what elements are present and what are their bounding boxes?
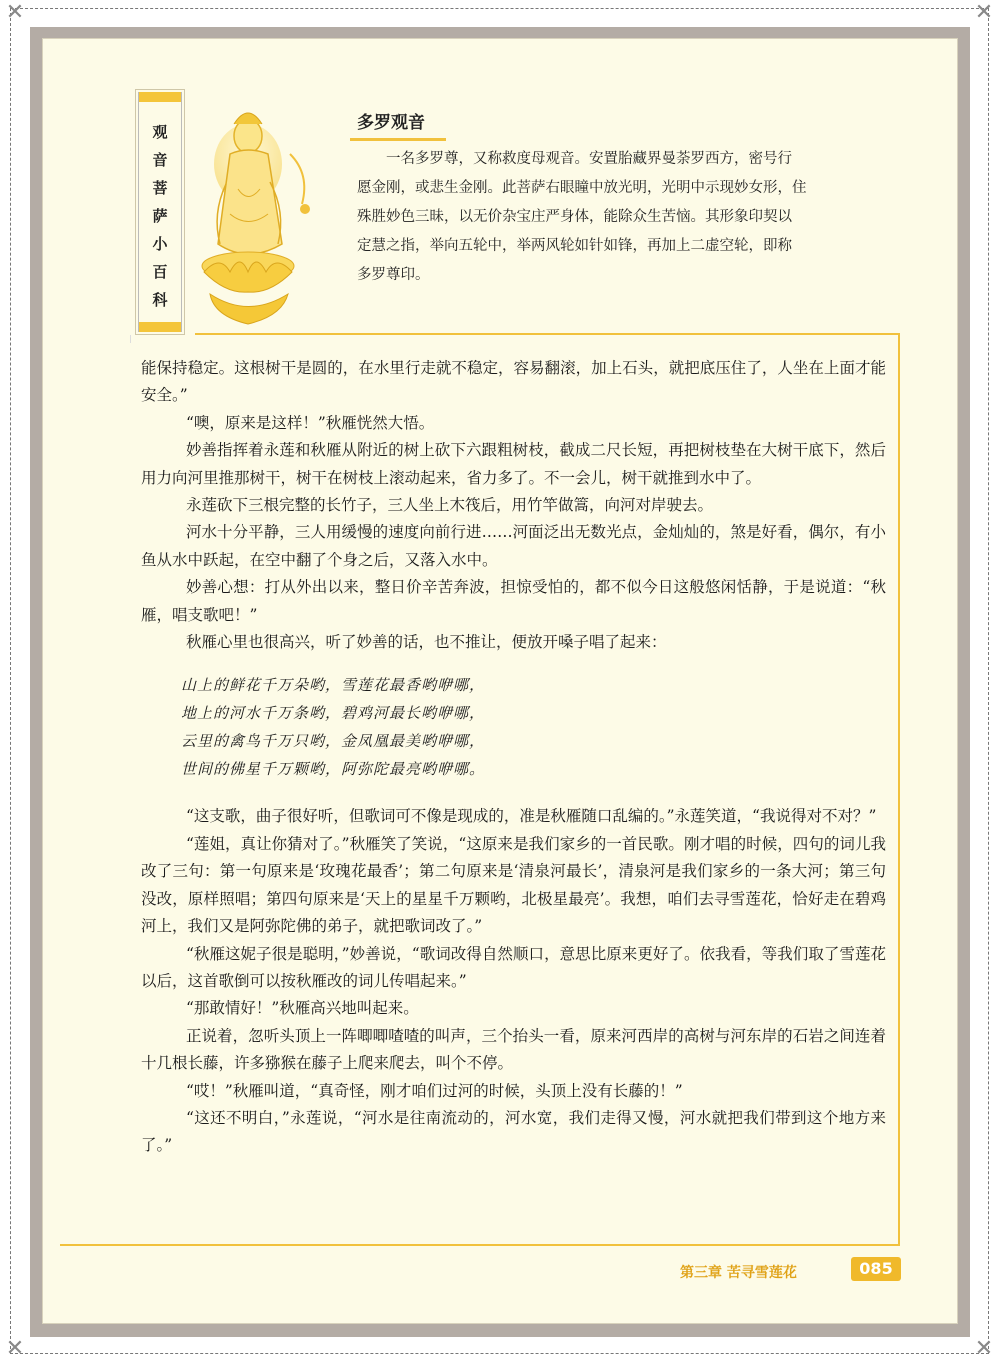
sidebar-chars <box>139 118 181 314</box>
paragraph: 能保持稳定。这根树干是圆的，在水里行走就不稳定，容易翻滚，加上石头，就把底压住了，人坐在上面才能安全。” <box>141 359 886 405</box>
box-text-line: 殊胜妙色三昧，以无价杂宝庄严身体，能除众生苦恼。其形象印契以 <box>357 209 792 225</box>
paragraph: 妙善指挥着永莲和秋雁从附近的树上砍下六跟粗树枝，截成二尺长短，再把树枝垫在大树干底下，然后用力向河里推那树干，树干在树枝上滚动起来，省力多了。不一会儿，树干就推到水中了。 <box>141 441 886 487</box>
box-text-line: 定慧之指，举向五轮中，举两风轮如针如锋，再加上二虚空轮，即称 <box>357 238 792 254</box>
corner-ornament-icon: ✕ <box>5 1336 25 1361</box>
song-line: 地上的河水千万条哟，碧鸡河最长哟咿哪， <box>181 704 486 723</box>
box-title-underline <box>350 138 446 141</box>
chapter-title: 第三章 苦寻雪莲花 <box>680 1265 797 1281</box>
guanyin-figure-icon <box>190 94 340 334</box>
sidebar-char: 科 <box>152 291 168 309</box>
paragraph: “这还不明白，”永莲说，“河水是往南流动的，河水宽，我们走得又慢，河水就把我们带到这个地方来了。” <box>141 1108 886 1155</box>
sidebar-bottom-bar <box>139 322 181 332</box>
song-line: 山上的鲜花千万朵哟，雪莲花最香哟咿哪， <box>181 676 486 695</box>
paragraph: “莲姐，真让你猜对了。”秋雁笑了笑说，“这原来是我们家乡的一首民歌。刚才唱的时候，四句的词儿我改了三句：第一句原来是‘玫瑰花最香’；第二句原来是‘清泉河最长’，清泉河是我们家乡的一条大河；第三句没改，原样照唱；第四句原来是‘天上的星星千万颗哟，北极星最亮’。我想，咱们去寻雪莲花，恰好走在碧鸡河上，我们又是阿弥陀佛的弟子，就把歌词改了。” <box>141 834 886 936</box>
box-text-line: 一名多罗尊，又称救度母观音。安置胎藏界曼荼罗西方，密号行 <box>386 151 792 167</box>
song-lyrics <box>181 671 886 783</box>
corner-ornament-icon: ✕ <box>974 0 994 25</box>
tick <box>130 335 131 343</box>
paragraph: 秋雁心里也很高兴，听了妙善的话，也不推让，便放开嗓子唱了起来： <box>185 633 667 652</box>
footer-rule <box>60 1244 900 1246</box>
paragraph: “那敢情好！”秋雁高兴地叫起来。 <box>185 999 419 1018</box>
paragraph: 河水十分平静，三人用缓慢的速度向前行进……河面泛出无数光点，金灿灿的，煞是好看，偶尔，有小鱼从水中跃起，在空中翻了个身之后，又落入水中。 <box>141 523 886 569</box>
corner-ornament-icon: ✕ <box>5 0 25 25</box>
sidebar-char: 百 <box>152 263 168 281</box>
paragraph: 永莲砍下三根完整的长竹子，三人坐上木筏后，用竹竿做篙，向河对岸驶去。 <box>185 496 713 515</box>
sidebar-encyclopedia-label <box>138 92 182 332</box>
main-text <box>141 355 886 1160</box>
corner-ornament-icon: ✕ <box>974 1336 994 1361</box>
paragraph: “这支歌，曲子很好听，但歌词可不像是现成的，准是秋雁随口乱编的。”永莲笑道，“我说得对不对？” <box>185 807 877 826</box>
paragraph: 正说着，忽听头顶上一阵唧唧喳喳的叫声，三个抬头一看，原来河西岸的高树与河东岸的石岩之间连着十几根长藤，许多猕猴在藤子上爬来爬去，叫个不停。 <box>141 1026 886 1073</box>
sidebar-char: 菩 <box>152 179 168 197</box>
sidebar-char: 音 <box>152 151 168 169</box>
box-text-line: 多罗尊印。 <box>357 267 430 283</box>
sidebar-char: 萨 <box>152 207 168 225</box>
box-paragraph <box>357 145 887 290</box>
sidebar-top-bar <box>139 92 181 102</box>
paragraph: “秋雁这妮子很是聪明，”妙善说，“歌词改得自然顺口，意思比原来更好了。依我看，等我们取了雪莲花以后，这首歌倒可以按秋雁改的词儿传唱起来。” <box>141 944 886 990</box>
song-line: 云里的禽鸟千万只哟，金凤凰最美哟咿哪， <box>181 732 486 751</box>
sidebar-char: 观 <box>152 123 168 141</box>
box-text-line: 愿金刚，或悲生金刚。此菩萨右眼瞳中放光明，光明中示现妙女形，住 <box>357 180 807 196</box>
paragraph: 妙善心想：打从外出以来，整日价辛苦奔波，担惊受怕的，都不似今日这般悠闲恬静，于是说道：“秋雁，唱支歌吧！” <box>141 578 886 624</box>
box-title: 多罗观音 <box>357 113 425 133</box>
paragraph: “噢，原来是这样！”秋雁恍然大悟。 <box>185 413 435 432</box>
sidebar-char: 小 <box>152 235 168 253</box>
paragraph: “哎！”秋雁叫道，“真奇怪，刚才咱们过河的时候，头顶上没有长藤的！” <box>185 1081 683 1100</box>
right-guide-rule <box>898 333 900 1245</box>
page-number: 085 <box>851 1257 901 1281</box>
song-line: 世间的佛星千万颗哟，阿弥陀最亮哟咿哪。 <box>181 760 486 779</box>
